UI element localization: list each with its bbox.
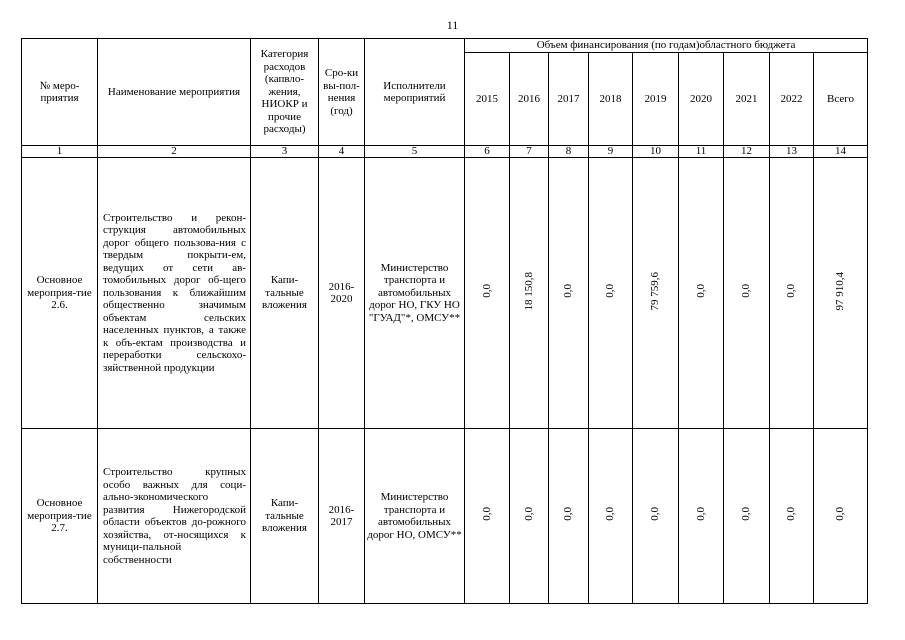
- value-cell: 0,0: [522, 507, 535, 522]
- header-row-1: [22, 39, 868, 53]
- column-number-row: [22, 146, 868, 158]
- header-financing: Объем финансирования (по годам)областного бюджета: [465, 39, 868, 53]
- row-name: Строительство крупных особо важных для соци-ально-экономического развития Нижегородской области объектов до-рожного хозяйства, от-носящихся к муници-пальной собственности: [98, 429, 251, 604]
- value-cell: 0,0: [562, 507, 575, 522]
- value-cell: 0,0: [649, 507, 662, 522]
- value-cell: 0,0: [604, 284, 617, 299]
- row-category: Капи-тальные вложения: [251, 429, 319, 604]
- header-year: 2017: [549, 53, 589, 146]
- row-num: Основное мероприя-тие 2.6.: [22, 158, 98, 429]
- value-cell: 0,0: [480, 284, 493, 299]
- header-year: 2021: [724, 53, 770, 146]
- column-number: 6: [465, 146, 510, 158]
- table-row: [22, 429, 868, 604]
- value-cell: 0,0: [694, 507, 707, 522]
- value-cell: 0,0: [694, 284, 707, 299]
- page-number: 11: [446, 18, 459, 32]
- value-cell: 0,0: [480, 507, 493, 522]
- column-number: 1: [22, 146, 98, 158]
- header-year: 2020: [679, 53, 724, 146]
- header-year: 2016: [510, 53, 549, 146]
- financing-table: [21, 38, 868, 604]
- value-cell: 18 150,8: [522, 272, 535, 311]
- header-num: № меро-приятия: [22, 39, 98, 146]
- column-number: 8: [549, 146, 589, 158]
- header-category: Категория расходов (капвло-жения, НИОКР и прочие расходы): [251, 39, 319, 146]
- column-number: 10: [633, 146, 679, 158]
- column-number: 2: [98, 146, 251, 158]
- total-cell: 97 910,4: [834, 272, 847, 311]
- header-year: 2018: [589, 53, 633, 146]
- column-number: 5: [365, 146, 465, 158]
- column-number: 7: [510, 146, 549, 158]
- header-year: 2022: [770, 53, 814, 146]
- row-term: 2016-2017: [319, 429, 365, 604]
- header-name: Наименование мероприятия: [98, 39, 251, 146]
- value-cell: 0,0: [740, 284, 753, 299]
- column-number: 13: [770, 146, 814, 158]
- column-number: 14: [814, 146, 868, 158]
- column-number: 11: [679, 146, 724, 158]
- total-cell: 0,0: [834, 507, 847, 522]
- table-row: [22, 158, 868, 429]
- value-cell: 0,0: [604, 507, 617, 522]
- value-cell: 79 759,6: [649, 272, 662, 311]
- row-term: 2016-2020: [319, 158, 365, 429]
- row-name: Строительство и рекон-струкция автомобильных дорог общего пользова-ния с твердым покрыти-ем, ведущих от сети ав-томобильных дорог об-щего пользования к ближайшим общественно значимым объектам сельских населенных пунктов, а также к объ-ектам производства и переработки сельскохо-зяйственной продукции: [98, 158, 251, 429]
- value-cell: 0,0: [740, 507, 753, 522]
- row-num: Основное мероприя-тие 2.7.: [22, 429, 98, 604]
- column-number: 12: [724, 146, 770, 158]
- value-cell: 0,0: [785, 507, 798, 522]
- value-cell: 0,0: [562, 284, 575, 299]
- header-year: 2019: [633, 53, 679, 146]
- row-category: Капи-тальные вложения: [251, 158, 319, 429]
- header-total: Всего: [814, 53, 868, 146]
- column-number: 4: [319, 146, 365, 158]
- row-executors: Министерство транспорта и автомобильных дорог НО, ОМСУ**: [365, 429, 465, 604]
- header-term: Сро-ки вы-пол-нения (год): [319, 39, 365, 146]
- header-executors: Исполнители мероприятий: [365, 39, 465, 146]
- row-executors: Министерство транспорта и автомобильных дорог НО, ГКУ НО "ГУАД"*, ОМСУ**: [365, 158, 465, 429]
- header-year: 2015: [465, 53, 510, 146]
- value-cell: 0,0: [785, 284, 798, 299]
- column-number: 3: [251, 146, 319, 158]
- column-number: 9: [589, 146, 633, 158]
